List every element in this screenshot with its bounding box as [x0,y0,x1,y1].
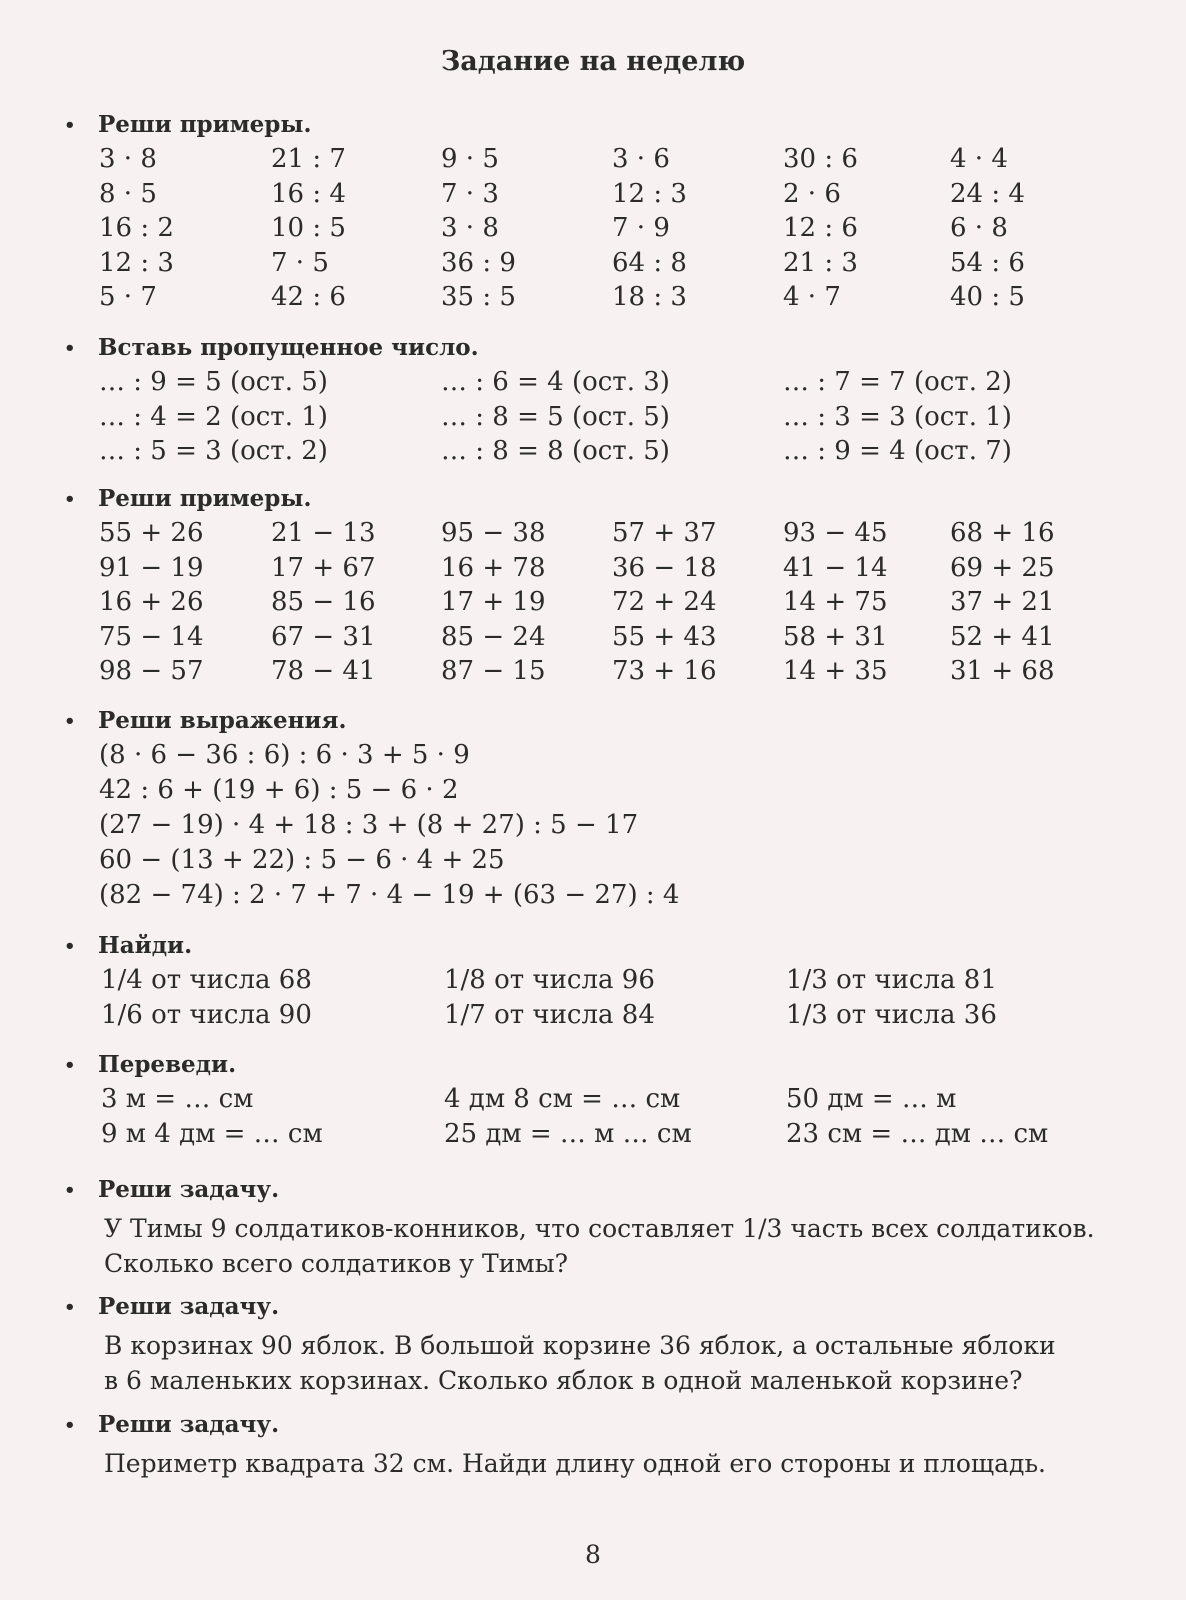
example-item: 1/3 от числа 36 [786,999,997,1030]
task-word-problem-3 [64,1410,1144,1481]
example-item: 14 + 35 [783,656,888,686]
example-item: 16 : 2 [99,213,174,243]
example-item: 17 + 67 [271,552,376,583]
example-item: 54 : 6 [950,247,1025,278]
examples-row [99,963,1144,998]
examples-row [99,654,1144,689]
example-item: 52 + 41 [950,621,1055,652]
task-word-problem-2 [64,1292,1144,1398]
expression-item: 60 − (13 + 22) : 5 − 6 · 4 + 25 [99,845,505,875]
example-item: 1/7 от числа 84 [444,999,655,1030]
example-item: 98 − 57 [99,656,204,686]
bullet-icon: • [64,711,76,732]
examples-row [99,516,1144,551]
examples-grid [99,516,1144,689]
example-item: … : 8 = 5 (ост. 5) [441,401,670,432]
example-item: 18 : 3 [612,282,687,312]
examples-row [99,400,1144,435]
example-item: … : 6 = 4 (ост. 3) [441,367,670,397]
example-item: 64 : 8 [612,247,687,278]
task-heading [64,706,1144,736]
example-item: 36 : 9 [441,247,516,278]
example-item: 72 + 24 [612,587,717,617]
example-item: 55 + 43 [612,621,717,652]
example-item: 1/8 от числа 96 [444,965,655,995]
example-item: … : 9 = 5 (ост. 5) [99,367,328,397]
example-item: 2 · 6 [783,178,841,209]
problem-line: У Тимы 9 солдатиков-конников, что составляет 1/3 часть всех солдатиков. [104,1214,1095,1243]
example-item: 3 · 8 [99,144,157,174]
example-item: 1/4 от числа 68 [101,965,312,995]
problem-text [104,1211,1144,1281]
example-item: 24 : 4 [950,178,1025,209]
problem-text [104,1328,1144,1398]
task-missing-number [64,333,1144,469]
examples-grid [99,142,1144,315]
task-word-problem-1 [64,1175,1144,1281]
example-item: 1/6 от числа 90 [101,999,312,1030]
expression-item: (82 − 74) : 2 · 7 + 7 · 4 − 19 + (63 − 27) : 4 [99,880,680,910]
examples-row [99,280,1144,315]
example-item: 7 · 5 [271,247,329,278]
example-item: 16 + 78 [441,552,546,583]
example-item: 23 см = … дм … см [786,1118,1049,1149]
expression-item: 42 : 6 + (19 + 6) : 5 − 6 · 2 [99,775,459,805]
example-item: 1/3 от числа 81 [786,965,997,995]
expressions-list [99,738,1144,913]
example-item: 4 дм 8 см = … см [444,1084,681,1114]
example-item: 57 + 37 [612,518,717,548]
examples-row [99,142,1144,177]
example-item: … : 4 = 2 (ост. 1) [99,401,328,432]
example-item: 17 + 19 [441,587,546,617]
bullet-icon: • [64,338,76,359]
example-item: 35 : 5 [441,282,516,312]
example-item: 85 − 24 [441,621,546,652]
example-item: 87 − 15 [441,656,546,686]
problem-line: В корзинах 90 яблок. В большой корзине 36 яблок, а остальные яблоки [104,1331,1056,1360]
example-item: … : 3 = 3 (ост. 1) [783,401,1012,432]
task-heading [64,1292,1144,1322]
example-item: 36 − 18 [612,552,717,583]
example-item: 3 м = … см [101,1084,254,1114]
example-item: 9 · 5 [441,144,499,174]
bullet-icon: • [64,1297,76,1318]
example-item: … : 5 = 3 (ост. 2) [99,436,328,466]
example-item: 6 · 8 [950,213,1008,243]
example-item: 14 + 75 [783,587,888,617]
example-item: 12 : 6 [783,213,858,243]
examples-row [99,246,1144,281]
example-item: 21 : 7 [271,144,346,174]
bullet-icon: • [64,1415,76,1436]
problem-line: Сколько всего солдатиков у Тимы? [104,1249,569,1278]
example-item: 93 − 45 [783,518,888,548]
example-item: 67 − 31 [271,621,376,652]
bullet-icon: • [64,1055,76,1076]
bullet-icon: • [64,1180,76,1201]
example-item: 16 : 4 [271,178,346,209]
task-heading-text: Реши задачу. [98,1411,280,1438]
example-item: 3 · 6 [612,144,670,174]
example-item: 12 : 3 [99,247,174,278]
task-heading-text: Реши примеры. [98,485,312,512]
example-item: 12 : 3 [612,178,687,209]
examples-grid [99,1082,1144,1151]
task-heading-text: Реши примеры. [98,111,312,138]
example-item: 25 дм = … м … см [444,1118,692,1149]
bullet-icon: • [64,115,76,136]
example-item: 73 + 16 [612,656,717,686]
task-addition-subtraction [64,484,1144,689]
problem-line: в 6 маленьких корзинах. Сколько яблок в одной маленькой корзине? [104,1366,1023,1395]
examples-row [99,1082,1144,1117]
example-item: 55 + 26 [99,518,204,548]
task-heading [64,1050,1144,1080]
example-item: 21 : 3 [783,247,858,278]
example-item: 31 + 68 [950,656,1055,686]
examples-row [99,620,1144,655]
task-expressions [64,706,1144,913]
example-item: 69 + 25 [950,552,1055,583]
example-item: 91 − 19 [99,552,204,583]
example-item: 9 м 4 дм = … см [101,1118,323,1149]
example-item: 21 − 13 [271,518,376,548]
problem-line: Периметр квадрата 32 см. Найди длину одной его стороны и площадь. [104,1449,1047,1478]
example-item: 50 дм = … м [786,1084,957,1114]
task-heading [64,484,1144,514]
example-item: 95 − 38 [441,518,546,548]
examples-row [99,211,1144,246]
task-multiplication [64,110,1144,315]
example-item: 3 · 8 [441,213,499,243]
task-heading-text: Найди. [98,932,193,959]
examples-row [99,365,1144,400]
task-heading-text: Переведи. [98,1051,237,1078]
example-item: 16 + 26 [99,587,204,617]
expression-item: (27 − 19) · 4 + 18 : 3 + (8 + 27) : 5 − 17 [99,810,639,840]
example-item: 58 + 31 [783,621,888,652]
task-heading [64,333,1144,363]
example-item: 8 · 5 [99,178,157,209]
example-item: 7 · 9 [612,213,670,243]
example-item: 41 − 14 [783,552,888,583]
bullet-icon: • [64,936,76,957]
example-item: 68 + 16 [950,518,1055,548]
example-item: 10 : 5 [271,213,346,243]
examples-row [99,551,1144,586]
task-heading [64,110,1144,140]
example-item: 40 : 5 [950,282,1025,312]
example-item: 30 : 6 [783,144,858,174]
example-item: 5 · 7 [99,282,157,312]
example-item: 42 : 6 [271,282,346,312]
page-number: 8 [585,1540,601,1569]
task-heading [64,1175,1144,1205]
examples-grid [99,963,1144,1032]
task-heading-text: Вставь пропущенное число. [98,334,479,361]
examples-grid [99,365,1144,469]
task-fractions [64,931,1144,1032]
examples-row [99,585,1144,620]
bullet-icon: • [64,489,76,510]
example-item: 4 · 4 [950,144,1008,174]
task-unit-conversion [64,1050,1144,1151]
task-heading [64,1410,1144,1440]
example-item: 4 · 7 [783,282,841,312]
task-heading-text: Реши задачу. [98,1176,280,1203]
example-item: 37 + 21 [950,587,1055,617]
example-item: … : 8 = 8 (ост. 5) [441,436,670,466]
example-item: 78 − 41 [271,656,376,686]
task-heading-text: Реши выражения. [98,707,347,734]
examples-row [99,1117,1144,1152]
example-item: … : 7 = 7 (ост. 2) [783,367,1012,397]
examples-row [99,434,1144,469]
task-heading [64,931,1144,961]
expression-item: (8 · 6 − 36 : 6) : 6 · 3 + 5 · 9 [99,740,470,770]
task-heading-text: Реши задачу. [98,1293,280,1320]
example-item: … : 9 = 4 (ост. 7) [783,436,1012,466]
example-item: 7 · 3 [441,178,499,209]
example-item: 85 − 16 [271,587,376,617]
example-item: 75 − 14 [99,621,204,652]
examples-row [99,177,1144,212]
problem-text [104,1446,1144,1481]
examples-row [99,998,1144,1033]
page-title: Задание на неделю [440,46,746,77]
